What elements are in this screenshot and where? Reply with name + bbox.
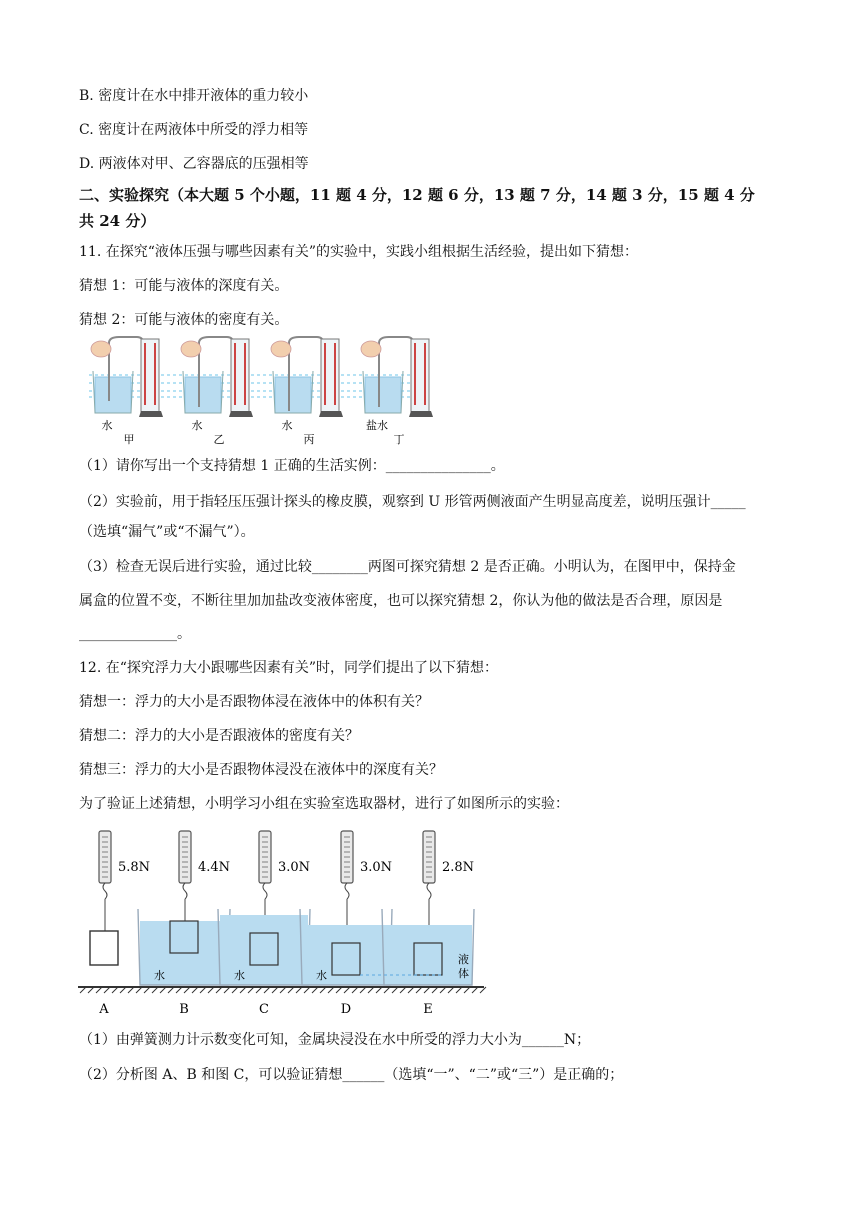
buoyancy-figure [76, 825, 496, 1020]
q12-guess-1: 猜想一：浮力的大小是否跟物体浸在液体中的体积有关？ [79, 694, 429, 710]
liquid-label: 水 [234, 969, 245, 982]
liquid-label: 水 [316, 969, 327, 982]
u-tube-board [321, 339, 339, 413]
liquid-label: 水 [154, 969, 165, 982]
u-tube-board [231, 339, 249, 413]
u-tube-base [139, 411, 163, 417]
q12-intro: 为了验证上述猜想，小明学习小组在实验室选取器材，进行了如图所示的实验： [79, 796, 569, 812]
beaker-water [365, 377, 401, 413]
liquid-label: 盐水 [366, 419, 388, 432]
q11-part-2a: （2）实验前，用于指轻压压强计探头的橡皮膜，观察到 U 形管两侧液面产生明显高度差，说明压强计_____ [79, 494, 746, 510]
panel-label: 丙 [303, 433, 315, 446]
hand-icon [361, 341, 381, 357]
panel-letter: E [423, 1002, 433, 1017]
scale-hook [263, 883, 267, 899]
panel-letter: D [340, 1002, 352, 1017]
option-c: C. 密度计在两液体中所受的浮力相等 [79, 122, 309, 138]
scale-reading: 2.8N [442, 860, 475, 875]
option-b: B. 密度计在水中排开液体的重力较小 [79, 88, 309, 104]
q11-part-1: （1）请你写出一个支持猜想 1 正确的生活实例：_______________。 [79, 458, 505, 474]
scale-reading: 5.8N [118, 860, 151, 875]
panel-letter: A [99, 1002, 109, 1017]
panel-letter: B [179, 1002, 189, 1017]
q11-part-2b: （选填“漏气”或“不漏气”）。 [79, 524, 255, 540]
q11-part-3a: （3）检查无误后进行实验，通过比较________两图可探究猜想 2 是否正确。小明认为，在图甲中，保持金 [79, 559, 736, 575]
u-tube-board [411, 339, 429, 413]
scale-hook [427, 883, 431, 899]
scale-reading: 3.0N [360, 860, 393, 875]
u-tube-base [409, 411, 433, 417]
q12-stem: 12. 在“探究浮力大小跟哪些因素有关”时，同学们提出了以下猜想： [79, 660, 499, 676]
q11-guess-2: 猜想 2：可能与液体的密度有关。 [79, 312, 289, 328]
section-heading: 二、实验探究（本大题 5 个小题，11 题 4 分，12 题 6 分，13 题 7 分，14 题 3 分，15 题 4 分 [79, 186, 755, 204]
scale-hook [103, 883, 107, 899]
q11-guess-1: 猜想 1：可能与液体的深度有关。 [79, 278, 289, 294]
beaker-water [95, 377, 131, 413]
panel-letter: C [259, 1002, 269, 1017]
metal-block [90, 931, 118, 965]
panel-label: 甲 [123, 433, 135, 446]
u-tube-base [229, 411, 253, 417]
liquid-label: 水 [281, 419, 293, 432]
scale-reading: 3.0N [278, 860, 311, 875]
panel-label: 丁 [393, 433, 405, 446]
beaker-water [275, 377, 311, 413]
scale-reading: 4.4N [198, 860, 231, 875]
scale-hook [345, 883, 349, 899]
liquid-label: 体 [458, 967, 469, 980]
q11-part-3b: 属盒的位置不变，不断往里加加盐改变液体密度，也可以探究猜想 2，你认为他的做法是否合理，原因是 [79, 593, 723, 609]
panel-label: 乙 [213, 433, 225, 446]
beaker-water [185, 377, 221, 413]
q11-part-3c: ______________。 [79, 626, 191, 642]
section-heading-cont: 共 24 分） [79, 212, 156, 230]
hand-icon [271, 341, 291, 357]
hand-icon [181, 341, 201, 357]
liquid-label: 水 [101, 419, 113, 432]
q12-guess-2: 猜想二：浮力的大小是否跟液体的密度有关？ [79, 728, 359, 744]
pressure-gauge-figure [79, 335, 439, 447]
u-tube-base [319, 411, 343, 417]
option-d: D. 两液体对甲、乙容器底的压强相等 [79, 156, 309, 172]
scale-hook [183, 883, 187, 899]
q11-stem: 11. 在探究“液体压强与哪些因素有关”的实验中，实践小组根据生活经验，提出如下猜想： [79, 244, 639, 260]
hand-icon [91, 341, 111, 357]
q12-part-2: （2）分析图 A、B 和图 C，可以验证猜想______（选填“一”、“二”或“三”）是正确的； [79, 1067, 624, 1083]
q12-part-1: （1）由弹簧测力计示数变化可知，金属块浸没在水中所受的浮力大小为______N； [79, 1032, 591, 1048]
u-tube-board [141, 339, 159, 413]
liquid-label: 水 [191, 419, 203, 432]
liquid-label: 液 [458, 953, 469, 966]
q12-guess-3: 猜想三：浮力的大小是否跟物体浸没在液体中的深度有关？ [79, 762, 443, 778]
